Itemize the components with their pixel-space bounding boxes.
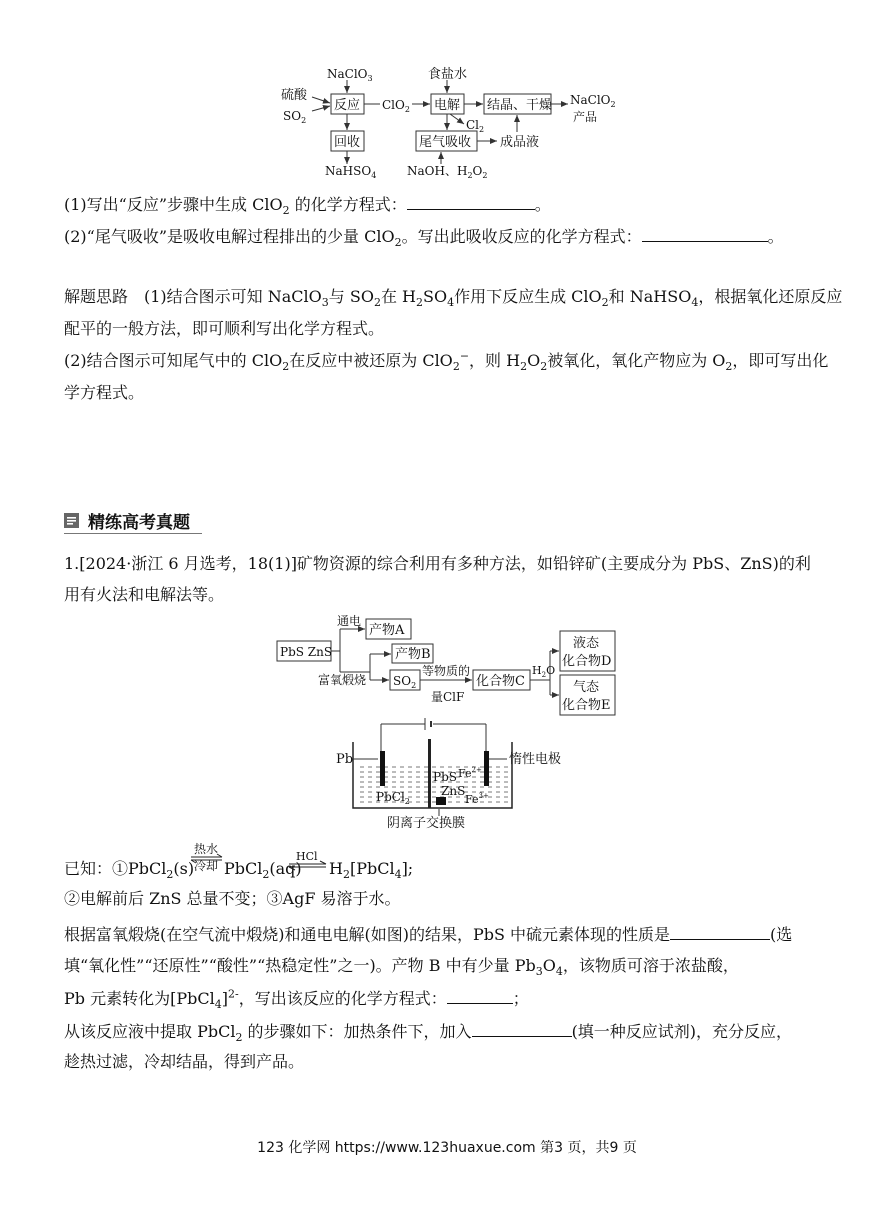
flow1-sulfuric-acid: 硫酸 [281, 88, 308, 103]
flow1-clo2: ClO$_2$ [382, 98, 410, 114]
flow1-naclo3: NaClO$_3$ [327, 67, 373, 83]
cooling-condition: 冷却 [194, 859, 219, 873]
known-line-2: ②电解前后 ZnS 总量不变；③AgF 易溶于水。 [64, 889, 401, 908]
flow1-nahso4: NaHSO$_4$ [325, 164, 377, 180]
flow2-electrify: 通电 [337, 614, 362, 628]
electrolytic-cell-diagram [0, 715, 894, 830]
problem-line-2: 用有火法和电解法等。 [64, 585, 225, 604]
problem-line-1: 1.[2024·浙江 6 月选考，18(1)]矿物资源的综合利用有多种方法，如铅锌矿(主要成分为 PbS、ZnS)的利 [64, 554, 811, 573]
flow2-equal-amount-2: 量ClF [431, 690, 465, 704]
flow2-product-b: 产物B [395, 647, 431, 662]
body-line-1: 根据富氧煅烧(在空气流中煅烧)和通电电解(如图)的结果，PbS 中硫元素体现的性质是 (选 [64, 925, 793, 944]
flow2-pbs-zns: PbS ZnS [280, 645, 333, 659]
analysis-line-2: 配平的一般方法，即可顺利写出化学方程式。 [64, 319, 385, 338]
flow1-reaction-box: 反应 [334, 98, 361, 113]
body-line-4: 从该反应液中提取 PbCl$_2$ 的步骤如下：加热条件下，加入 (填一种反应试剂)，充分反应， [64, 1022, 793, 1045]
flow2-product-a: 产物A [369, 623, 405, 638]
question-2: (2)“尾气吸收”是吸收电解过程排出的少量 ClO$_2$。写出此吸收反应的化学方程式： 。 [64, 227, 784, 250]
flow1-salt-water: 食盐水 [428, 67, 468, 82]
answer-blank-4[interactable] [447, 987, 513, 1004]
flow1-so2: $SO_2$ [283, 109, 307, 125]
flow2-gas-2: 化合物E [562, 698, 611, 713]
answer-blank-2[interactable] [642, 225, 768, 242]
flow2-compound-c: 化合物C [476, 674, 525, 689]
document-icon [64, 513, 79, 528]
ore-process-diagram [0, 610, 894, 720]
flow2-gas-1: 气态 [573, 680, 600, 695]
body-line-2: 填“氧化性”“还原性”“酸性”“热稳定性”之一)。产物 B 中有少量 $Pb_3O_4$，该物质可溶于浓盐酸， [64, 956, 739, 979]
flow1-crystallize-box: 结晶、干燥 [487, 98, 553, 113]
section-header [64, 507, 202, 534]
flow2-roast: 富氧煅烧 [318, 673, 367, 687]
known-equation-svg [64, 838, 484, 884]
cell-pb-label: Pb [336, 752, 354, 767]
cell-membrane-label: 阴离子交换膜 [387, 816, 466, 830]
flow2-equal-amount-1: 等物质的 [422, 664, 471, 678]
answer-blank-3[interactable] [670, 923, 770, 940]
svg-text:H2[PbCl4];: $H_2[PbCl_4]$; [329, 859, 414, 881]
known-equation [64, 838, 484, 884]
cell-zns: ZnS [441, 784, 466, 798]
analysis-line-1: 解题思路 (1)结合图示可知 NaClO$_3$与 $SO_2$在 $H_2SO_4$作用下反应生成 ClO$_2$和 NaHSO$_4$，根据氧化还原反应 [64, 287, 843, 310]
flow2-h2o: $H_2O$ [532, 664, 556, 679]
analysis-line-3: (2)结合图示可知尾气中的 ClO$_2$在反应中被还原为 ClO$_2$−，则 $H_2O_2$被氧化，氧化产物应为 $O_2$，即可写出化 [64, 349, 829, 374]
body-line-5: 趁热过滤，冷却结晶，得到产品。 [64, 1052, 305, 1071]
svg-text:PbCl2(aq): PbCl$_2$(aq) [224, 859, 302, 881]
flow2-liquid-1: 液态 [573, 636, 600, 651]
cell-fe3: $Fe^{3+}$ [465, 792, 489, 806]
body-line-3: Pb 元素转化为[PbCl$_4$]$^{2-}$，写出该反应的化学方程式： ； [64, 987, 529, 1012]
answer-blank-5[interactable] [472, 1020, 572, 1037]
page-footer: 123 化学网 https://www.123huaxue.com 第3 页，共9 页 [257, 1140, 637, 1156]
flow1-naoh-h2o2: NaOH、$H_2O_2$ [407, 164, 488, 180]
flow2-so2: $SO_2$ [393, 674, 417, 690]
question-1: (1)写出“反应”步骤中生成 ClO$_2$ 的化学方程式： 。 [64, 195, 551, 218]
flow1-recover-box: 回收 [334, 135, 361, 150]
flow1-cl2: $Cl_2$ [466, 118, 485, 134]
cell-pbs: PbS [433, 770, 457, 784]
hot-water-condition: 热水 [194, 842, 219, 856]
naclo2-process-diagram [0, 0, 894, 190]
cell-fe2: $Fe^{2+}$ [458, 766, 482, 780]
answer-blank-1[interactable] [407, 193, 535, 210]
flow1-electrolysis-box: 电解 [434, 98, 461, 113]
flow2-liquid-2: 化合物D [562, 654, 612, 669]
svg-text:已知：①PbCl2(s): 已知：①PbCl$_2$(s) [64, 859, 195, 881]
flow1-product-word: 产品 [573, 110, 598, 124]
cell-pbcl2: PbCl$_2$ [376, 790, 410, 806]
analysis-line-4: 学方程式。 [64, 383, 145, 402]
section-title: 精练高考真题 [88, 513, 190, 533]
cell-inert-electrode-label: 惰性电极 [509, 752, 562, 767]
flow1-tail-gas-box: 尾气吸收 [419, 135, 472, 150]
flow1-product-liquid: 成品液 [500, 135, 540, 150]
flow1-product-naclo2: NaClO$_2$ [570, 93, 616, 109]
hcl-condition: HCl [296, 850, 318, 863]
